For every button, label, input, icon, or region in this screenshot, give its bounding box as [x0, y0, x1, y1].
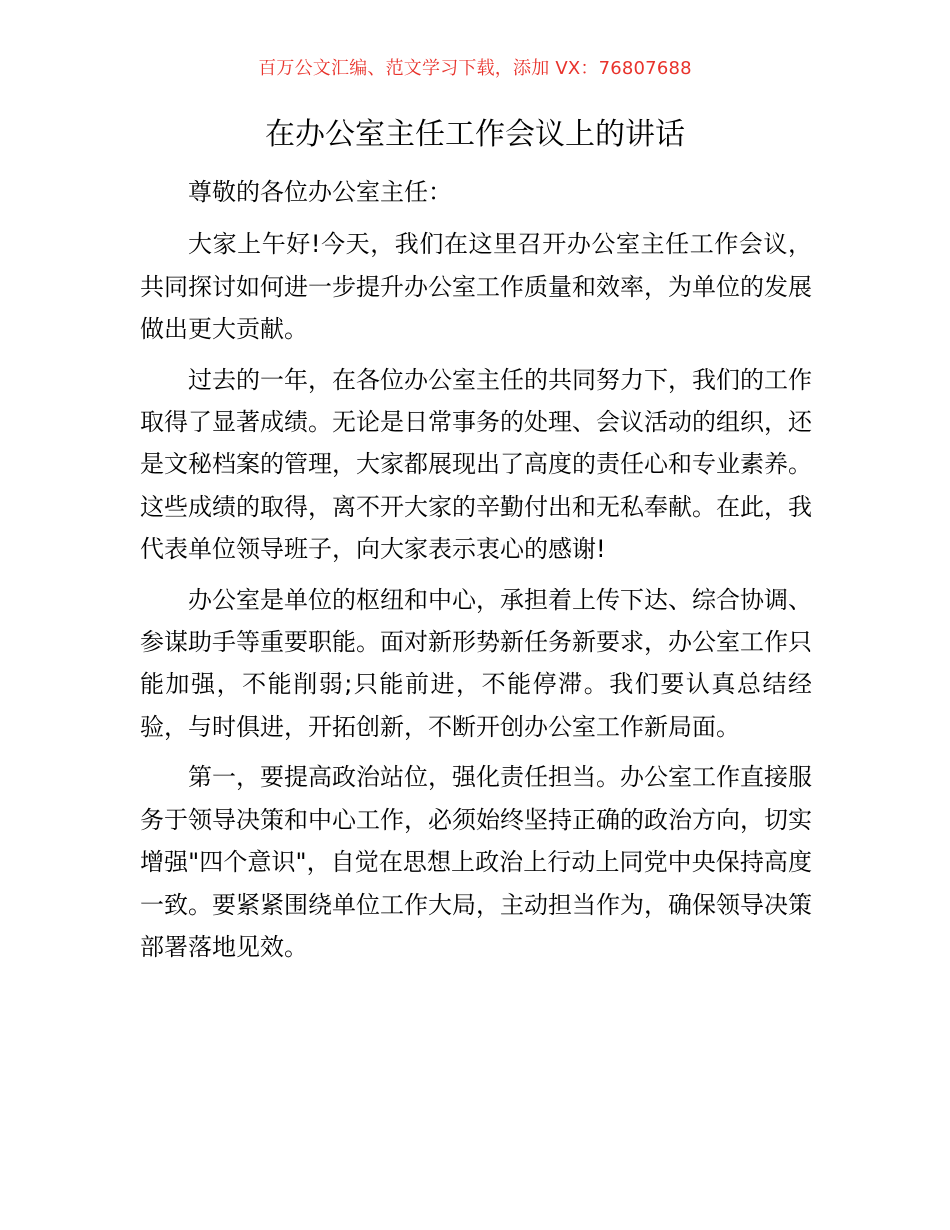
document-body: [140, 171, 812, 970]
header-banner: 百万公文汇编、范文学习下载，添加 VX：76807688: [258, 58, 692, 79]
paragraph-4: 第一，要提高政治站位，强化责任担当。办公室工作直接服务于领导决策和中心工作，必须始终坚持正确的政治方向，切实增强"四个意识"，自觉在思想上政治上行动上同党中央保持高度一致。要紧紧围绕单位工作大局，主动担当作为，确保领导决策部署落地见效。: [140, 763, 812, 961]
salutation: 尊敬的各位办公室主任：: [188, 178, 452, 206]
paragraph-3: 办公室是单位的枢纽和中心，承担着上传下达、综合协调、参谋助手等重要职能。面对新形势新任务新要求，办公室工作只能加强，不能削弱;只能前进，不能停滞。我们要认真总结经验，与时俱进，开拓创新，不断开创办公室工作新局面。: [140, 585, 812, 741]
document-title: 在办公室主任工作会议上的讲话: [265, 117, 685, 152]
paragraph-2: 过去的一年，在各位办公室主任的共同努力下，我们的工作取得了显著成绩。无论是日常事务的处理、会议活动的组织，还是文秘档案的管理，大家都展现出了高度的责任心和专业素养。这些成绩的取得，离不开大家的辛勤付出和无私奉献。在此，我代表单位领导班子，向大家表示衷心的感谢!: [140, 365, 812, 564]
paragraph-1: 大家上午好!今天，我们在这里召开办公室主任工作会议，共同探讨如何进一步提升办公室工作质量和效率，为单位的发展做出更大贡献。: [140, 230, 812, 344]
